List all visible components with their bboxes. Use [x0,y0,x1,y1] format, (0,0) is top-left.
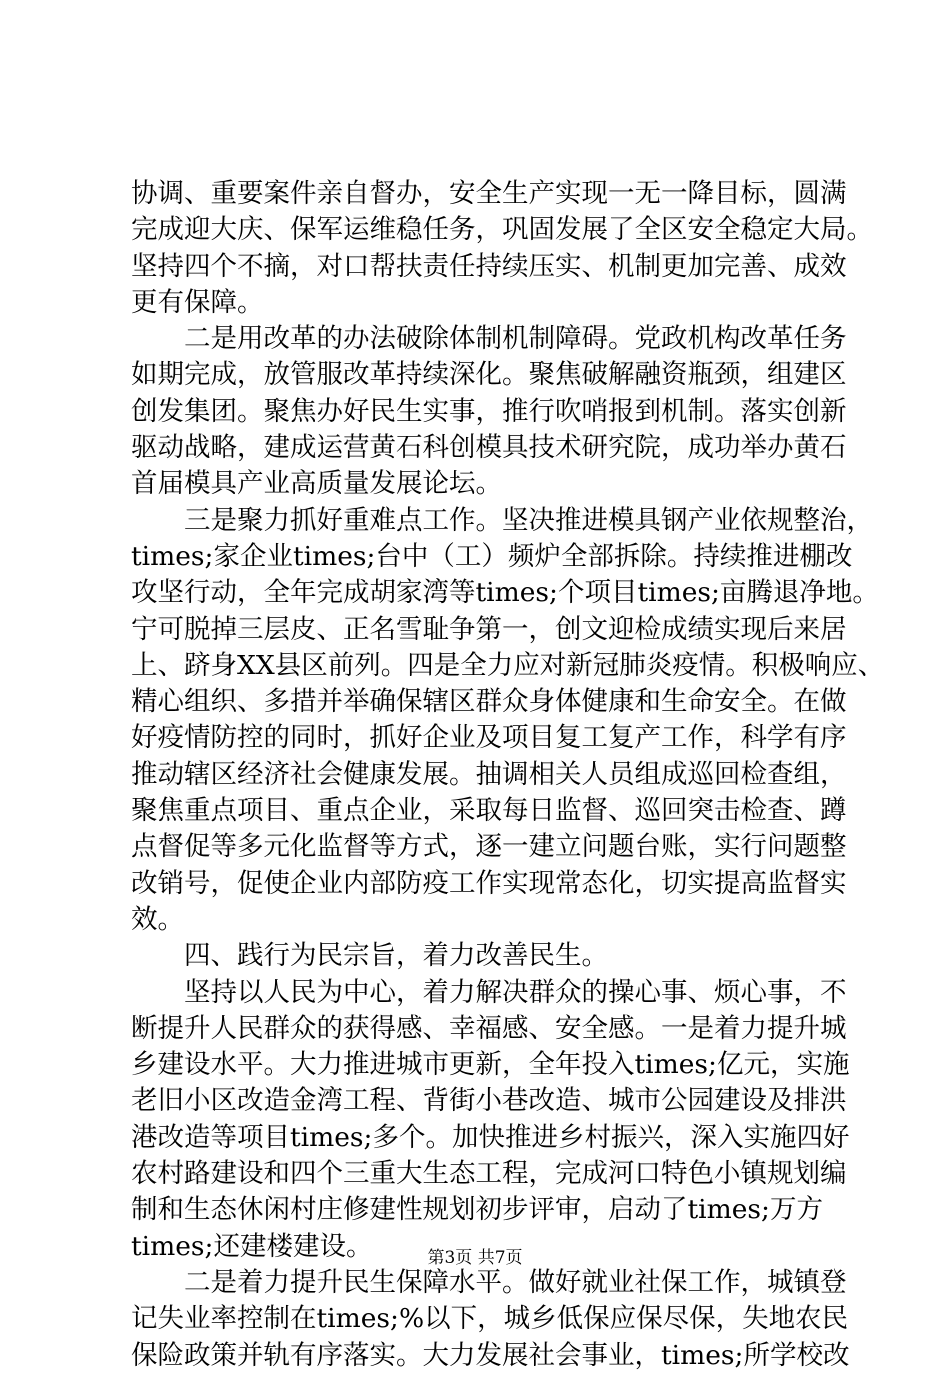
text-line-18: 聚焦重点项目、重点企业，采取每日监督、巡回突击检查、蹲 [131,795,847,827]
text-line-19: 点督促等多元化监督等方式，逐一建立问题台账，实行问题整 [131,831,847,863]
text-line-31: 二是着力提升民生保障水平。做好就业社保工作，城镇登 [131,1266,847,1298]
text-line-33: 保险政策并轨有序落实。大力发展社会事业，times;所学校改 [131,1339,850,1371]
text-line-5: 二是用改革的办法破除体制机制障碍。党政机构改革任务 [131,323,847,355]
text-line-3: 坚持四个不摘，对口帮扶责任持续压实、机制更加完善、成效 [131,250,847,282]
text-line-15: 精心组织、多措并举确保辖区群众身体健康和生命安全。在做 [131,686,847,718]
text-line-8: 驱动战略，建成运营黄石科创模具技术研究院，成功举办黄石 [131,432,847,464]
text-line-12: 攻坚行动，全年完成胡家湾等times;个项目times;亩腾退净地。 [131,577,879,609]
text-line-29: 制和生态休闲村庄修建性规划初步评审，启动了times;万方 [131,1194,823,1226]
text-line-27: 港改造等项目times;多个。加快推进乡村振兴，深入实施四好 [131,1121,850,1153]
page-number-footer: 第3页 共7页 [427,1248,523,1268]
text-line-30: times;还建楼建设。 [131,1230,373,1262]
text-line-14: 上、跻身XX县区前列。四是全力应对新冠肺炎疫情。积极响应、 [131,649,885,681]
text-line-23: 坚持以人民为中心，着力解决群众的操心事、烦心事，不 [131,976,847,1008]
text-line-16: 好疫情防控的同时，抓好企业及项目复工复产工作，科学有序 [131,722,847,754]
body-text [131,176,885,1374]
text-line-17: 推动辖区经济社会健康发展。抽调相关人员组成巡回检查组， [131,758,847,790]
text-line-10: 三是聚力抓好重难点工作。坚决推进模具钢产业依规整治， [131,504,873,536]
text-line-24: 断提升人民群众的获得感、幸福感、安全感。一是着力提升城 [131,1012,847,1044]
text-line-20: 改销号，促使企业内部防疫工作实现常态化，切实提高监督实 [131,867,847,899]
text-line-13: 宁可脱掉三层皮、正名雪耻争第一，创文迎检成绩实现后来居 [131,613,847,645]
text-line-4: 更有保障。 [131,286,264,318]
text-line-1: 协调、重要案件亲自督办，安全生产实现一无一降目标，圆满 [131,178,847,209]
text-line-6: 如期完成，放管服改革持续深化。聚焦破解融资瓶颈，组建区 [131,359,847,391]
text-line-21: 效。 [131,903,184,935]
text-line-2: 完成迎大庆、保军运维稳任务，巩固发展了全区安全稳定大局。 [131,214,873,246]
text-line-25: 乡建设水平。大力推进城市更新，全年投入times;亿元，实施 [131,1049,850,1081]
section-heading-4: 四、践行为民宗旨，着力改善民生。 [131,940,608,972]
text-line-7: 创发集团。聚焦办好民生实事，推行吹哨报到机制。落实创新 [131,395,847,427]
text-line-26: 老旧小区改造金湾工程、背街小巷改造、城市公园建设及排洪 [131,1085,847,1117]
text-line-32: 记失业率控制在times;%以下，城乡低保应保尽保，失地农民 [131,1303,849,1335]
text-line-9: 首届模具产业高质量发展论坛。 [131,468,502,500]
text-line-28: 农村路建设和四个三重大生态工程，完成河口特色小镇规划编 [131,1158,847,1190]
text-line-11: times;家企业times;台中（工）频炉全部拆除。持续推进棚改 [131,540,853,572]
